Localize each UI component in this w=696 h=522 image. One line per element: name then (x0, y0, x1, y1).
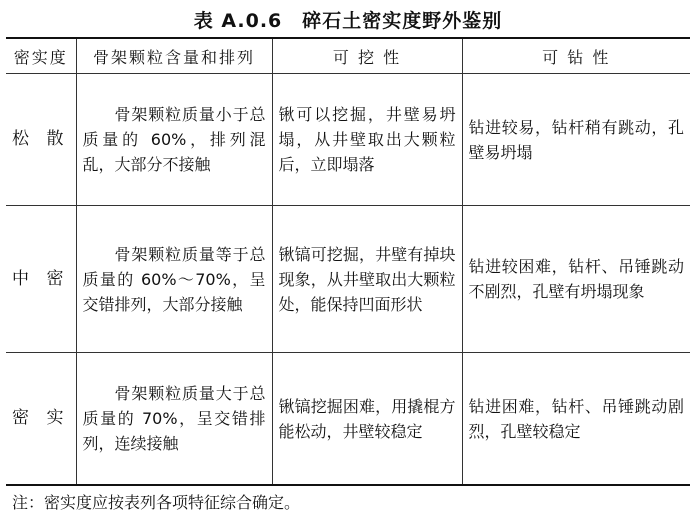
header-drillability: 可 钻 性 (462, 38, 690, 74)
drillability-cell: 钻进较困难，钻杆、吊锤跳动不剧烈，孔壁有坍塌现象 (462, 206, 690, 353)
table-title: 表 A.0.6 碎石土密实度野外鉴别 (193, 10, 503, 32)
skeleton-cell: 骨架颗粒质量大于总质量的 70%，呈交错排列，连续接触 (76, 353, 272, 486)
grade-cell: 中 密 (6, 206, 76, 353)
excavability-cell: 锹镐可挖掘，井壁有掉块现象，从井壁取出大颗粒处，能保持凹面形状 (272, 206, 462, 353)
grade-cell: 密 实 (6, 353, 76, 486)
skeleton-cell: 骨架颗粒质量等于总质量的 60%～70%，呈交错排列，大部分接触 (76, 206, 272, 353)
footnote: 注：密实度应按表列各项特征综合确定。 (12, 493, 301, 512)
header-density: 密实度 (6, 38, 76, 74)
table-row (6, 353, 690, 486)
drillability-cell: 钻进较易，钻杆稍有跳动，孔壁易坍塌 (462, 74, 690, 206)
grade-cell: 松 散 (6, 74, 76, 206)
excavability-cell: 锹镐挖掘困难，用撬棍方能松动，井壁较稳定 (272, 353, 462, 486)
header-skeleton: 骨架颗粒含量和排列 (76, 38, 272, 74)
density-table (6, 37, 690, 486)
table-row (6, 206, 690, 353)
skeleton-cell: 骨架颗粒质量小于总质量的 60%，排列混乱，大部分不接触 (76, 74, 272, 206)
header-excavability: 可 挖 性 (272, 38, 462, 74)
drillability-cell: 钻进困难，钻杆、吊锤跳动剧烈，孔壁较稳定 (462, 353, 690, 486)
header-row (6, 38, 690, 74)
excavability-cell: 锹可以挖掘，井壁易坍塌，从井壁取出大颗粒后，立即塌落 (272, 74, 462, 206)
table-row (6, 74, 690, 206)
